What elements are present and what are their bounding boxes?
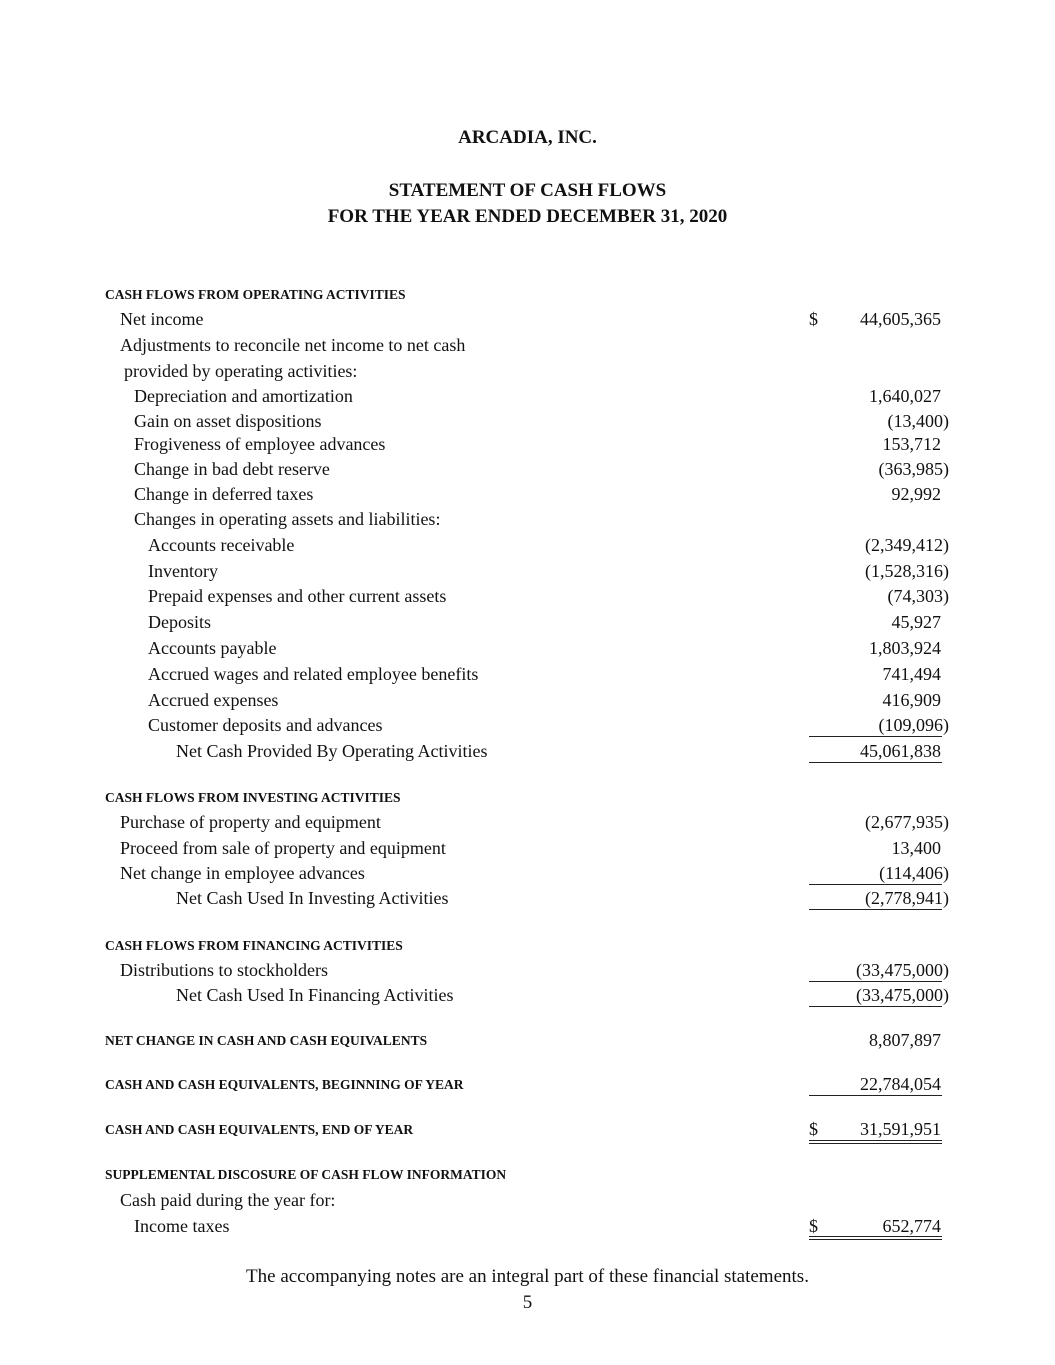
section-heading: CASH FLOWS FROM OPERATING ACTIVITIES [105, 287, 406, 302]
line-item [0, 361, 1055, 385]
line-item [0, 309, 1055, 333]
line-item [0, 1190, 1055, 1214]
line-amount: (114,406) [879, 863, 949, 883]
line-amount: 92,992 [891, 484, 941, 504]
line-amount: 652,774 [882, 1216, 941, 1236]
line-label: Cash paid during the year for: [120, 1190, 336, 1210]
total-rule [809, 909, 942, 910]
line-amount: (109,096) [878, 715, 949, 735]
line-amount: 1,803,924 [869, 638, 941, 658]
total-label: Net Cash Used In Investing Activities [176, 888, 449, 908]
line-label: Change in deferred taxes [134, 484, 314, 504]
company-name: ARCADIA, INC. [458, 127, 597, 148]
investing-heading-row [0, 787, 1055, 811]
line-label: Adjustments to reconcile net income to net cash [120, 335, 466, 355]
line-label: Purchase of property and equipment [120, 812, 381, 832]
line-item [0, 459, 1055, 483]
line-item [0, 638, 1055, 662]
ending-cash-label: CASH AND CASH EQUIVALENTS, END OF YEAR [105, 1122, 414, 1137]
currency-symbol: $ [809, 309, 818, 329]
total-amount: (33,475,000) [856, 985, 949, 1005]
line-item [0, 509, 1055, 533]
subtotal-rule [809, 884, 942, 885]
line-label: provided by operating activities: [124, 361, 358, 381]
total-amount: (2,778,941) [865, 888, 949, 908]
currency-symbol: $ [809, 1216, 818, 1236]
line-item [0, 586, 1055, 610]
total-label: Net Cash Used In Financing Activities [176, 985, 454, 1005]
line-item [0, 561, 1055, 585]
section-heading: CASH FLOWS FROM INVESTING ACTIVITIES [105, 790, 401, 805]
line-label: Inventory [148, 561, 218, 581]
line-label: Proceed from sale of property and equipment [120, 838, 446, 858]
ending-cash-amount: 31,591,951 [860, 1119, 941, 1139]
line-amount: 416,909 [882, 690, 941, 710]
line-label: Income taxes [134, 1216, 230, 1236]
line-amount: 44,605,365 [860, 309, 941, 329]
operating-heading-row [0, 284, 1055, 308]
line-item [0, 484, 1055, 508]
subtotal-rule [809, 981, 942, 982]
line-label: Accounts receivable [148, 535, 295, 555]
line-item [0, 664, 1055, 688]
footer-note: The accompanying notes are an integral part of these financial statements. [246, 1266, 809, 1287]
total-amount: 45,061,838 [860, 741, 941, 761]
total-rule [809, 762, 942, 763]
line-label: Prepaid expenses and other current assets [148, 586, 447, 606]
line-item [0, 535, 1055, 559]
line-item [0, 386, 1055, 410]
line-item [0, 690, 1055, 714]
line-item [0, 612, 1055, 636]
section-heading: CASH FLOWS FROM FINANCING ACTIVITIES [105, 938, 403, 953]
line-label: Deposits [148, 612, 211, 632]
beginning-cash-label: CASH AND CASH EQUIVALENTS, BEGINNING OF YEAR [105, 1077, 464, 1092]
line-amount: 741,494 [882, 664, 941, 684]
line-amount: 45,927 [891, 612, 941, 632]
line-amount: 153,712 [882, 434, 941, 454]
line-label: Frogiveness of employee advances [134, 434, 386, 454]
statement-title: STATEMENT OF CASH FLOWS [388, 180, 667, 201]
beginning-cash-amount: 22,784,054 [860, 1074, 941, 1094]
total-rule [809, 1006, 942, 1007]
line-amount: (74,303) [887, 586, 949, 606]
line-amount: (363,985) [878, 459, 949, 479]
line-label: Accounts payable [148, 638, 277, 658]
line-label: Distributions to stockholders [120, 960, 328, 980]
double-underline [809, 1140, 942, 1144]
line-label: Change in bad debt reserve [134, 459, 330, 479]
line-item [0, 434, 1055, 458]
subtotal-rule [809, 1095, 942, 1096]
supplemental-heading-row [0, 1164, 1055, 1188]
net-change-amount: 8,807,897 [869, 1030, 941, 1050]
subtotal-rule [809, 736, 942, 737]
line-amount: (33,475,000) [856, 960, 949, 980]
line-label: Accrued wages and related employee benefits [148, 664, 479, 684]
financing-heading-row [0, 935, 1055, 959]
line-amount: (13,400) [887, 411, 949, 431]
line-item [0, 411, 1055, 435]
line-label: Net income [120, 309, 204, 329]
currency-symbol: $ [809, 1119, 818, 1139]
line-amount: (1,528,316) [865, 561, 949, 581]
line-amount: 13,400 [891, 838, 941, 858]
line-item [0, 838, 1055, 862]
line-label: Gain on asset dispositions [134, 411, 322, 431]
line-label: Customer deposits and advances [148, 715, 383, 735]
line-label: Net change in employee advances [120, 863, 365, 883]
section-heading: SUPPLEMENTAL DISCOSURE OF CASH FLOW INFORMATION [105, 1167, 507, 1182]
line-item [0, 335, 1055, 359]
line-label: Changes in operating assets and liabilities: [134, 509, 441, 529]
line-amount: 1,640,027 [869, 386, 941, 406]
net-change-row [0, 1030, 1055, 1054]
line-amount: (2,677,935) [865, 812, 949, 832]
line-item [0, 812, 1055, 836]
line-label: Accrued expenses [148, 690, 279, 710]
statement-period: FOR THE YEAR ENDED DECEMBER 31, 2020 [327, 206, 728, 227]
double-underline [809, 1236, 942, 1240]
line-label: Depreciation and amortization [134, 386, 353, 406]
total-label: Net Cash Provided By Operating Activities [176, 741, 488, 761]
page-number: 5 [522, 1292, 533, 1313]
net-change-label: NET CHANGE IN CASH AND CASH EQUIVALENTS [105, 1033, 428, 1048]
line-amount: (2,349,412) [865, 535, 949, 555]
